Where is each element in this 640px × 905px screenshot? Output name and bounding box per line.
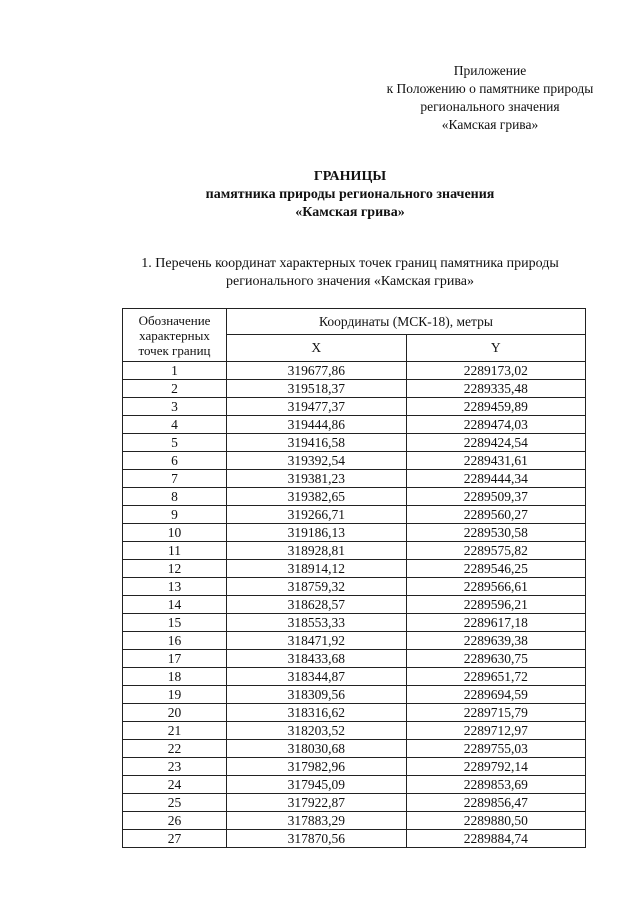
table-row [123, 704, 586, 722]
appendix-line-2: к Положению о памятнике природы [386, 81, 594, 96]
table-row [123, 560, 586, 578]
table-row [123, 362, 586, 380]
x-coordinate-cell: 318471,92 [227, 632, 407, 650]
point-number-cell: 2 [123, 380, 227, 398]
x-coordinate-cell: 318344,87 [227, 668, 407, 686]
table-row [123, 668, 586, 686]
appendix-line-1: Приложение [453, 63, 527, 78]
table-row [123, 398, 586, 416]
x-coordinate-cell: 318316,62 [227, 704, 407, 722]
x-coordinate-cell: 318628,57 [227, 596, 407, 614]
section-heading-line-1: 1. Перечень координат характерных точек границ памятника природы [141, 256, 559, 271]
header-point-designation [123, 309, 227, 362]
point-number-cell: 11 [123, 542, 227, 560]
point-number-cell: 13 [123, 578, 227, 596]
table-row [123, 380, 586, 398]
table-row [123, 722, 586, 740]
x-coordinate-cell: 318309,56 [227, 686, 407, 704]
x-coordinate-cell: 319186,13 [227, 524, 407, 542]
table-row [123, 812, 586, 830]
table-row [123, 434, 586, 452]
y-coordinate-cell: 2289474,03 [406, 416, 586, 434]
point-number-cell: 19 [123, 686, 227, 704]
y-coordinate-cell: 2289792,14 [406, 758, 586, 776]
table-row [123, 686, 586, 704]
table-row [123, 488, 586, 506]
x-coordinate-cell: 319266,71 [227, 506, 407, 524]
x-coordinate-cell: 319416,58 [227, 434, 407, 452]
x-coordinate-cell: 318030,68 [227, 740, 407, 758]
table-row [123, 596, 586, 614]
point-number-cell: 5 [123, 434, 227, 452]
y-coordinate-cell: 2289431,61 [406, 452, 586, 470]
y-coordinate-cell: 2289459,89 [406, 398, 586, 416]
point-number-cell: 21 [123, 722, 227, 740]
table-row [123, 506, 586, 524]
table-row [123, 740, 586, 758]
x-coordinate-cell: 318928,81 [227, 542, 407, 560]
table-row [123, 416, 586, 434]
x-coordinate-cell: 317922,87 [227, 794, 407, 812]
y-coordinate-cell: 2289444,34 [406, 470, 586, 488]
y-coordinate-cell: 2289853,69 [406, 776, 586, 794]
table-row [123, 830, 586, 848]
y-coordinate-cell: 2289617,18 [406, 614, 586, 632]
x-coordinate-cell: 319392,54 [227, 452, 407, 470]
header-coordinates: Координаты (МСК-18), метры [227, 309, 586, 335]
y-coordinate-cell: 2289560,27 [406, 506, 586, 524]
x-coordinate-cell: 318553,33 [227, 614, 407, 632]
x-coordinate-cell: 318203,52 [227, 722, 407, 740]
title-line-3: «Камская грива» [295, 205, 405, 220]
title-line-1: ГРАНИЦЫ [313, 169, 387, 184]
header-x: X [227, 335, 407, 362]
table-row [123, 470, 586, 488]
table-row [123, 578, 586, 596]
y-coordinate-cell: 2289596,21 [406, 596, 586, 614]
point-number-cell: 1 [123, 362, 227, 380]
point-number-cell: 9 [123, 506, 227, 524]
table-row [123, 650, 586, 668]
y-coordinate-cell: 2289715,79 [406, 704, 586, 722]
point-number-cell: 20 [123, 704, 227, 722]
point-number-cell: 25 [123, 794, 227, 812]
x-coordinate-cell: 318759,32 [227, 578, 407, 596]
table-row [123, 524, 586, 542]
y-coordinate-cell: 2289651,72 [406, 668, 586, 686]
appendix-line-4: «Камская грива» [441, 117, 539, 132]
point-number-cell: 4 [123, 416, 227, 434]
x-coordinate-cell: 319677,86 [227, 362, 407, 380]
point-number-cell: 15 [123, 614, 227, 632]
y-coordinate-cell: 2289712,97 [406, 722, 586, 740]
document-title [0, 168, 640, 222]
y-coordinate-cell: 2289856,47 [406, 794, 586, 812]
y-coordinate-cell: 2289335,48 [406, 380, 586, 398]
point-number-cell: 3 [123, 398, 227, 416]
section-heading-line-2: регионального значения «Камская грива» [226, 274, 474, 289]
y-coordinate-cell: 2289509,37 [406, 488, 586, 506]
point-number-cell: 26 [123, 812, 227, 830]
x-coordinate-cell: 318914,12 [227, 560, 407, 578]
point-number-cell: 24 [123, 776, 227, 794]
header-y: Y [406, 335, 586, 362]
y-coordinate-cell: 2289566,61 [406, 578, 586, 596]
y-coordinate-cell: 2289639,38 [406, 632, 586, 650]
point-number-cell: 12 [123, 560, 227, 578]
header-row-1 [123, 309, 586, 335]
point-number-cell: 22 [123, 740, 227, 758]
point-number-cell: 8 [123, 488, 227, 506]
table-row [123, 452, 586, 470]
header-point-text: Обозначение характерных точек границ [138, 312, 211, 358]
table-row [123, 776, 586, 794]
x-coordinate-cell: 319477,37 [227, 398, 407, 416]
point-number-cell: 17 [123, 650, 227, 668]
x-coordinate-cell: 319518,37 [227, 380, 407, 398]
x-coordinate-cell: 317870,56 [227, 830, 407, 848]
point-number-cell: 6 [123, 452, 227, 470]
y-coordinate-cell: 2289630,75 [406, 650, 586, 668]
y-coordinate-cell: 2289173,02 [406, 362, 586, 380]
x-coordinate-cell: 319382,65 [227, 488, 407, 506]
y-coordinate-cell: 2289546,25 [406, 560, 586, 578]
y-coordinate-cell: 2289884,74 [406, 830, 586, 848]
y-coordinate-cell: 2289424,54 [406, 434, 586, 452]
x-coordinate-cell: 319444,86 [227, 416, 407, 434]
table-row [123, 542, 586, 560]
point-number-cell: 18 [123, 668, 227, 686]
y-coordinate-cell: 2289575,82 [406, 542, 586, 560]
point-number-cell: 10 [123, 524, 227, 542]
x-coordinate-cell: 319381,23 [227, 470, 407, 488]
point-number-cell: 16 [123, 632, 227, 650]
x-coordinate-cell: 317945,09 [227, 776, 407, 794]
section-heading [100, 255, 600, 291]
table-row [123, 632, 586, 650]
x-coordinate-cell: 317883,29 [227, 812, 407, 830]
appendix-note [340, 62, 640, 134]
coordinates-table [122, 308, 586, 848]
point-number-cell: 23 [123, 758, 227, 776]
table-row [123, 758, 586, 776]
coordinates-table-header [123, 309, 586, 362]
point-number-cell: 14 [123, 596, 227, 614]
y-coordinate-cell: 2289755,03 [406, 740, 586, 758]
y-coordinate-cell: 2289880,50 [406, 812, 586, 830]
table-row [123, 614, 586, 632]
table-row [123, 794, 586, 812]
x-coordinate-cell: 317982,96 [227, 758, 407, 776]
point-number-cell: 27 [123, 830, 227, 848]
x-coordinate-cell: 318433,68 [227, 650, 407, 668]
y-coordinate-cell: 2289530,58 [406, 524, 586, 542]
coordinates-table-body [123, 362, 586, 848]
title-line-2: памятника природы регионального значения [205, 187, 495, 202]
appendix-line-3: регионального значения [420, 99, 560, 114]
y-coordinate-cell: 2289694,59 [406, 686, 586, 704]
point-number-cell: 7 [123, 470, 227, 488]
